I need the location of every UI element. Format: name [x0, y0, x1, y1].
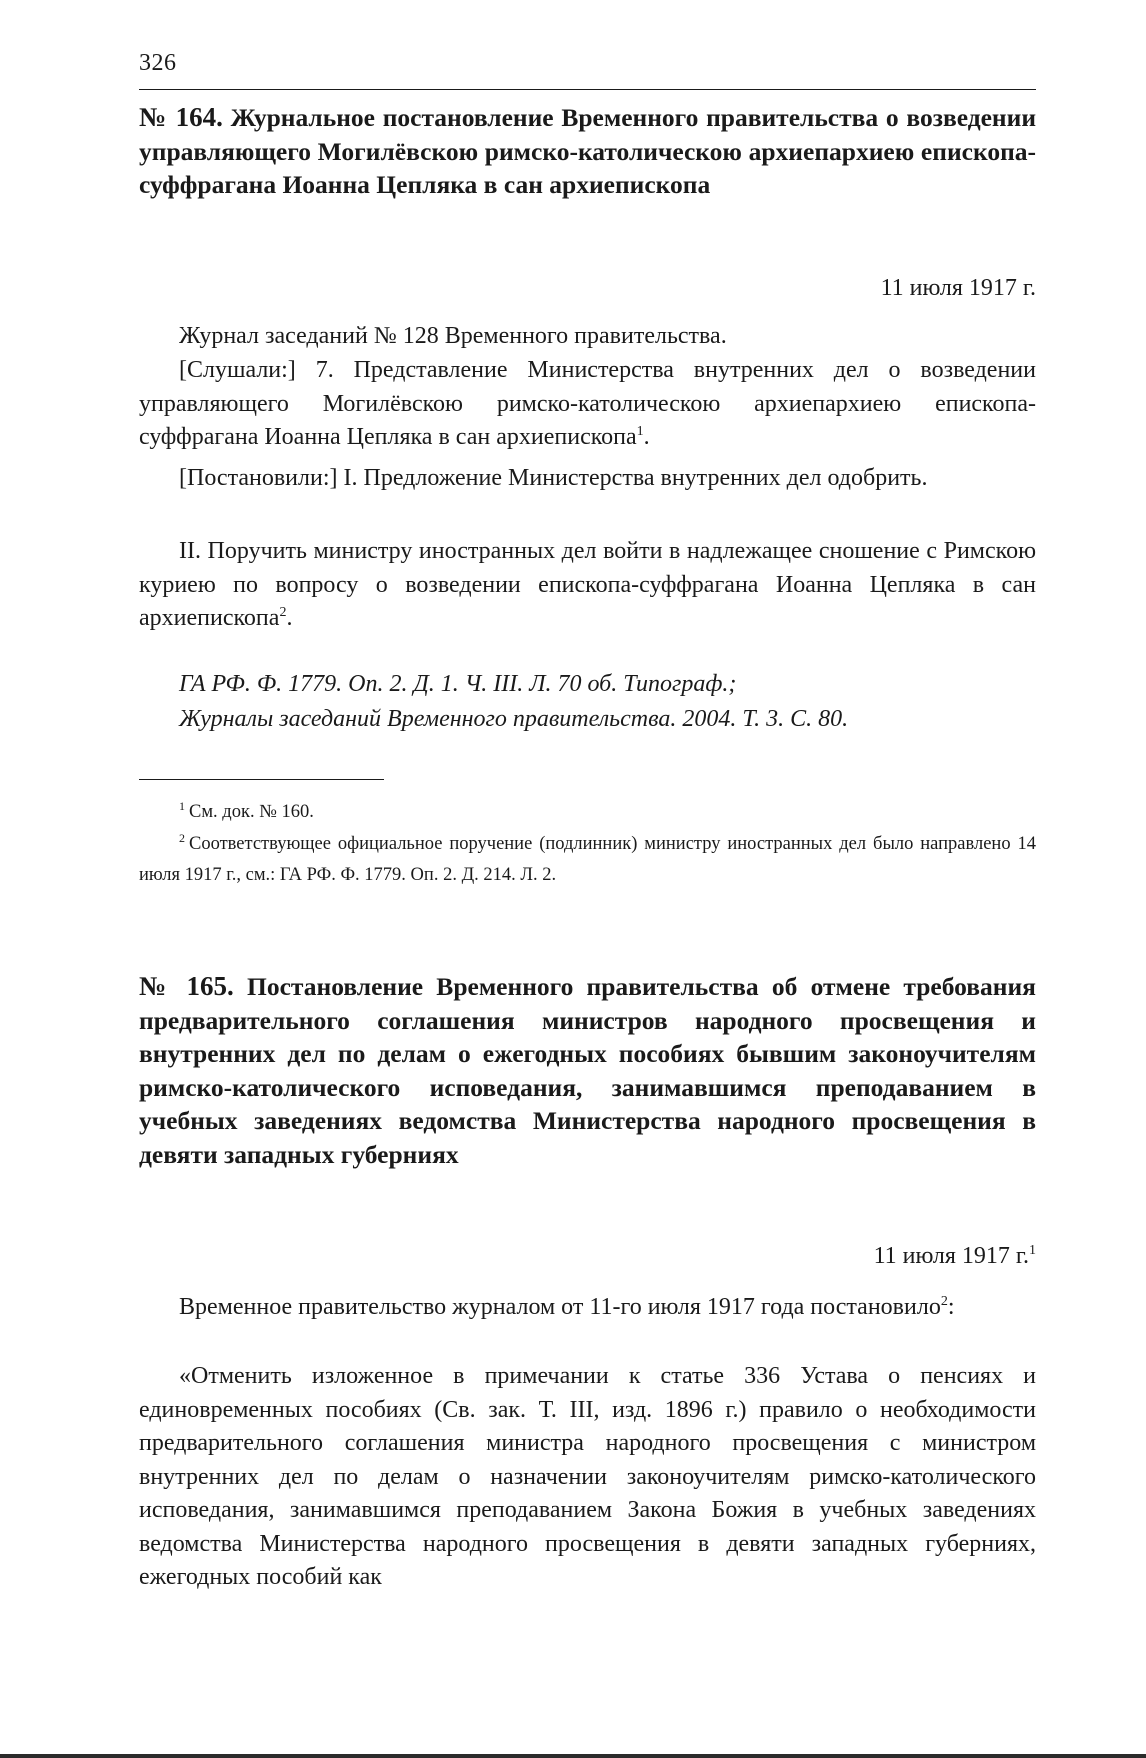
doc-164-paragraph-4-end: .: [286, 605, 293, 631]
doc-164-paragraph-2: [139, 354, 1036, 455]
header-rule: [139, 89, 1036, 90]
doc-164-paragraph-4: [139, 535, 1036, 636]
doc-165-number: № 165.: [139, 971, 234, 1001]
footnote-ref-165-2: 2: [940, 1294, 948, 1309]
scan-edge-line: [0, 1754, 1146, 1758]
doc-165-date: [874, 1243, 1036, 1270]
footnote-1-number: 1: [179, 799, 185, 813]
footnote-ref-165-1: 1: [1029, 1243, 1036, 1258]
doc-165-paragraph-1: [139, 1291, 1036, 1325]
doc-164-paragraph-1: Журнал заседаний № 128 Временного правительства.: [179, 323, 727, 349]
doc-165-paragraph-1-end: :: [947, 1294, 955, 1320]
doc-164-title: Журнальное постановление Временного правительства о возведении управляющего Могилёвскою римско-католическою архиепархиею епископа-суффрагана Иоанна Цепляка в сан архиепископа: [139, 103, 1037, 199]
doc-165-heading: [139, 970, 1036, 1171]
doc-164-paragraph-3: [Постановили:] I. Предложение Министерства внутренних дел одобрить.: [179, 465, 928, 491]
doc-165-title: Постановление Временного правительства об отмене требования предварительного соглашения министров народного просвещения и внутренних дел по делам о ежегодных пособиях бывшим законоучителям римско-католического исповедания, занимавшимся преподаванием в учебных заведениях ведомства Министерства народного просвещения в девяти западных губерниях: [139, 972, 1036, 1169]
doc-165-paragraph-2: «Отменить изложенное в примечании к статье 336 Устава о пенсиях и единовременных пособиях (Св. зак. Т. III, изд. 1896 г.) правило о необходимости предварительного соглашения министра народного просвещения с министром внутренних дел по делам о назначении законоучителям римско-католического исповедания, занимавшимся преподаванием Закона Божия в учебных заведениях ведомства Министерства народного просвещения в девяти западных губерниях, ежегодных пособий как: [139, 1363, 1036, 1590]
doc-164-paragraph-4-text: II. Поручить министру иностранных дел войти в надлежащее сношение с Римскою куриею по вопросу о возведении епископа-суффрагана Иоанна Цепляка в сан архиепископа: [139, 538, 1036, 631]
doc-164-source-archive: ГА РФ. Ф. 1779. Оп. 2. Д. 1. Ч. III. Л. 70 об. Типограф.;: [179, 671, 737, 697]
footnote-2-number: 2: [179, 831, 185, 845]
doc-165-paragraph-1-text: Временное правительство журналом от 11-го июля 1917 года постановило: [179, 1294, 941, 1320]
doc-165-date-text: 11 июля 1917 г.: [873, 1243, 1029, 1269]
footnote-1: [139, 797, 1036, 828]
doc-164-date: 11 июля 1917 г.: [880, 275, 1036, 301]
footnote-ref-2: 2: [279, 605, 287, 620]
footnote-2-text: Соответствующее официальное поручение (подлинник) министру иностранных дел было направлено 14 июля 1917 г., см.: ГА РФ. Ф. 1779. Оп. 2. Д. 214. Л. 2.: [139, 834, 1036, 885]
page-number: 326: [139, 50, 177, 76]
footnote-2: [139, 829, 1036, 891]
doc-164-heading: [139, 101, 1036, 202]
footnote-ref-1: 1: [636, 424, 644, 439]
doc-164-number: № 164.: [139, 102, 223, 132]
footnote-1-text: См. док. № 160.: [189, 802, 314, 822]
doc-164-paragraph-2-end: .: [643, 424, 650, 450]
footnote-rule: [139, 779, 384, 780]
doc-164-paragraph-2-text: [Слушали:] 7. Представление Министерства внутренних дел о возведении управляющего Могилёвскою римско-католическою архиепархиею епископа-суффрагана Иоанна Цепляка в сан архиепископа: [139, 357, 1036, 450]
doc-164-source-publication: Журналы заседаний Временного правительства. 2004. Т. 3. С. 80.: [179, 706, 849, 732]
